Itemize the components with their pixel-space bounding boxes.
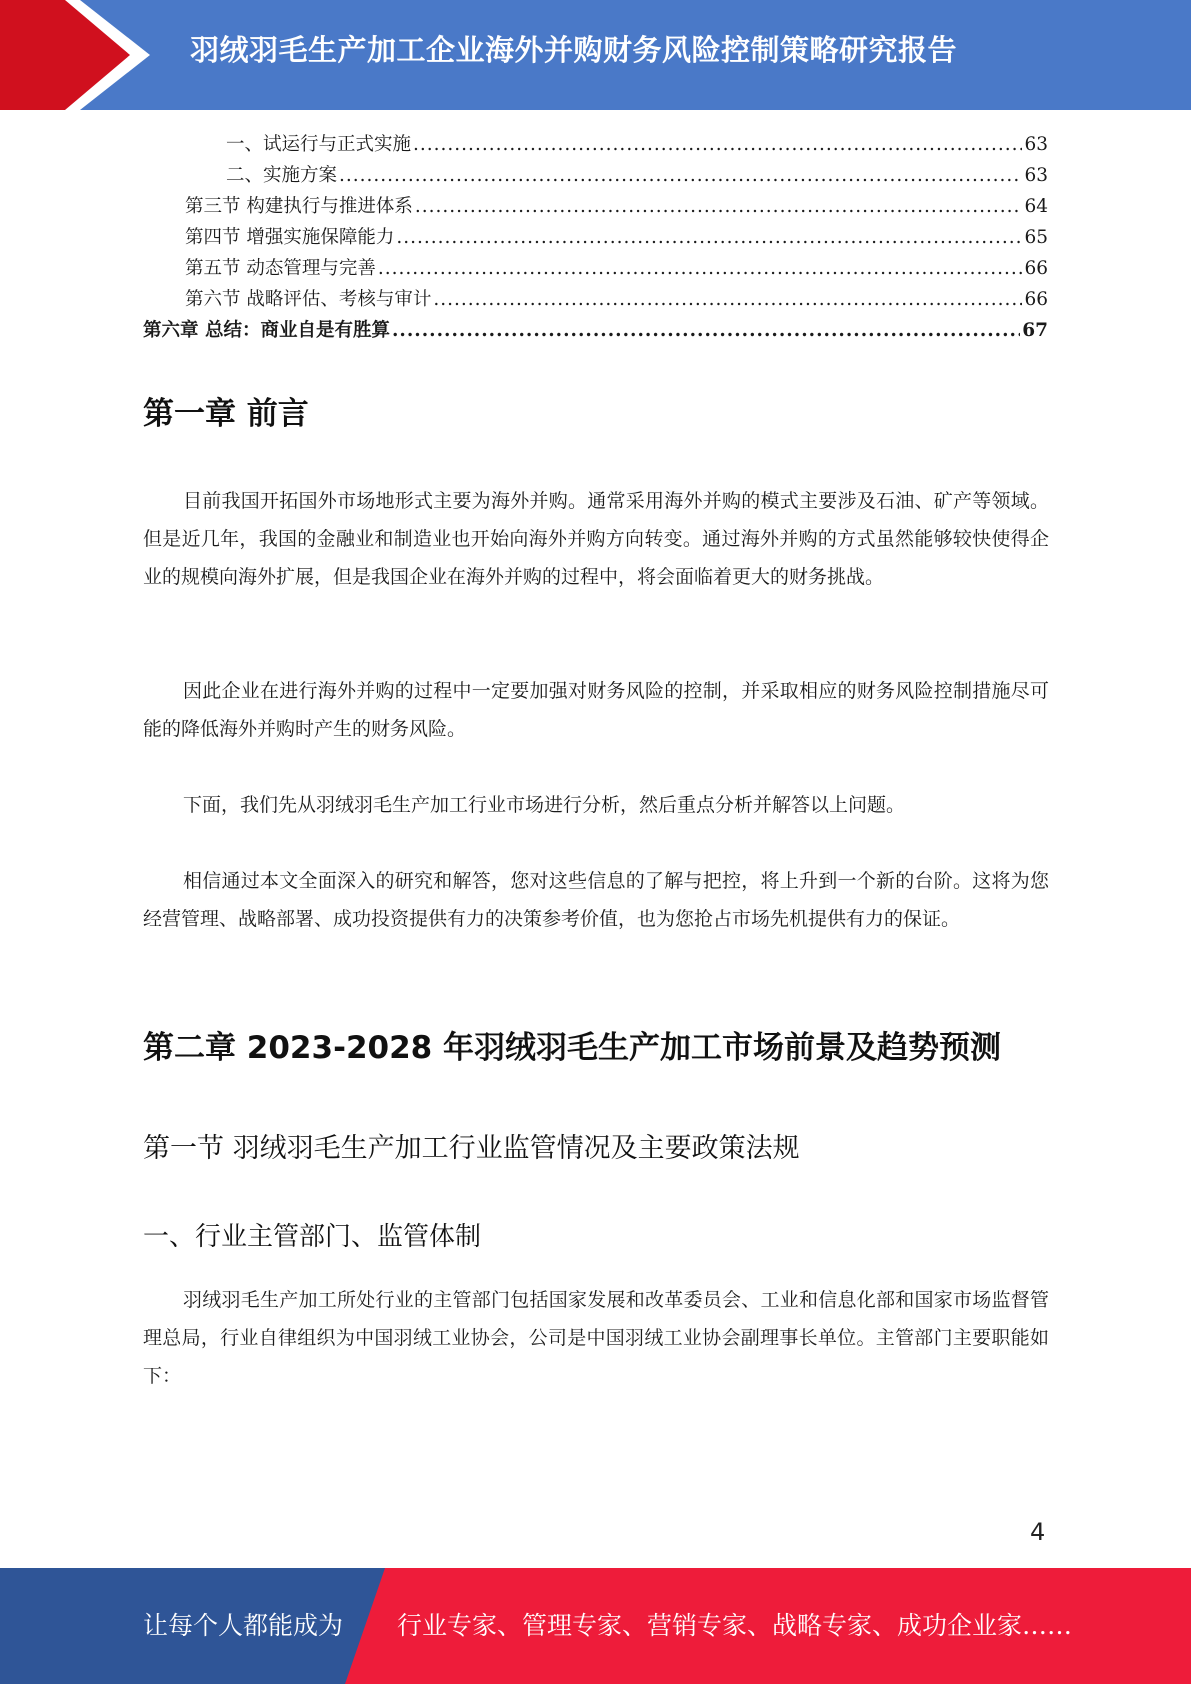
footer-banner [0,1568,1191,1684]
chapter2-paragraph-1: 羽绒羽毛生产加工所处行业的主管部门包括国家发展和改革委员会、工业和信息化部和国家市场监督管理总局，行业自律组织为中国羽绒工业协会，公司是中国羽绒工业协会副理事长单位。主管部门主要职能如下： [143,1289,1049,1387]
toc-entry[interactable] [143,161,1048,192]
header-banner [0,0,1191,110]
footer-slogan-left: 让每个人都能成为 [143,1611,344,1640]
toc-entry-page: 63 [1024,134,1048,155]
toc-leader-dots [392,320,1020,341]
toc-leader-dots [339,165,1022,186]
toc-entry-label: 第六节 战略评估、考核与审计 [185,289,432,310]
toc-entry-chapter[interactable] [143,316,1048,347]
footer-slogan-right: 行业专家、管理专家、营销专家、战略专家、成功企业家…… [397,1611,1073,1640]
toc-entry-label: 一、试运行与正式实施 [226,134,412,155]
chapter1-paragraph-4: 相信通过本文全面深入的研究和解答，您对这些信息的了解与把控，将上升到一个新的台阶。这将为您经营管理、战略部署、成功投资提供有力的决策参考价值，也为您抢占市场先机提供有力的保证。 [143,870,1049,930]
toc-leader-dots [396,227,1022,248]
chapter1-paragraph-2: 因此企业在进行海外并购的过程中一定要加强对财务风险的控制，并采取相应的财务风险控制措施尽可能的降低海外并购时产生的财务风险。 [143,680,1049,740]
toc-entry-label: 二、实施方案 [226,165,338,186]
chapter1-paragraph-3: 下面，我们先从羽绒羽毛生产加工行业市场进行分析，然后重点分析并解答以上问题。 [183,794,906,816]
chapter1-paragraph-1: 目前我国开拓国外市场地形式主要为海外并购。通常采用海外并购的模式主要涉及石油、矿产等领域。但是近几年，我国的金融业和制造业也开始向海外并购方向转变。通过海外并购的方式虽然能够较快使得企业的规模向海外扩展，但是我国企业在海外并购的过程中，将会面临着更大的财务挑战。 [143,490,1049,588]
toc-entry[interactable] [143,192,1048,223]
toc-entry-label: 第三节 构建执行与推进体系 [185,196,413,217]
section-heading: 第一节 羽绒羽毛生产加工行业监管情况及主要政策法规 [143,1133,800,1164]
page-number: 4 [1030,1518,1046,1546]
toc-leader-dots [415,196,1023,217]
toc-entry[interactable] [143,285,1048,316]
toc-entry-label: 第五节 动态管理与完善 [185,258,376,279]
report-title: 羽绒羽毛生产加工企业海外并购财务风险控制策略研究报告 [190,33,958,67]
chapter2-heading: 第二章 2023-2028 年羽绒羽毛生产加工市场前景及趋势预测 [143,1030,1002,1066]
toc-entry-page: 63 [1024,165,1048,186]
toc-leader-dots [433,289,1022,310]
table-of-contents [143,130,1048,347]
toc-leader-dots [378,258,1023,279]
toc-entry-label: 第六章 总结：商业自是有胜算 [143,320,390,341]
toc-entry-label: 第四节 增强实施保障能力 [185,227,395,248]
toc-entry-page: 66 [1024,258,1048,279]
toc-entry-page: 67 [1022,320,1048,341]
subsection-heading: 一、行业主管部门、监管体制 [143,1222,482,1252]
toc-entry-page: 66 [1024,289,1048,310]
toc-entry[interactable] [143,130,1048,161]
chapter1-heading: 第一章 前言 [143,396,309,432]
toc-entry-page: 64 [1024,196,1048,217]
toc-entry-page: 65 [1024,227,1048,248]
toc-entry[interactable] [143,254,1048,285]
toc-leader-dots [413,134,1022,155]
toc-entry[interactable] [143,223,1048,254]
